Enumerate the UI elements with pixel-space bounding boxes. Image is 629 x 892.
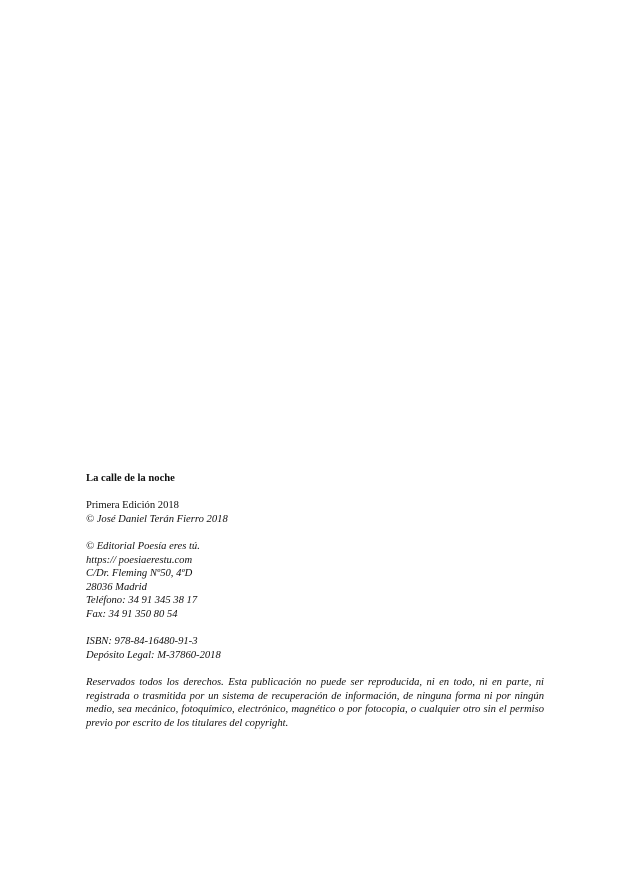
- publisher-city: 28036 Madrid: [86, 581, 147, 593]
- publisher-address: C/Dr. Fleming Nº50, 4ºD: [86, 568, 193, 580]
- isbn: ISBN: 978-84-16480-91-3: [86, 636, 198, 648]
- legal-deposit: Depósito Legal: M-37860-2018: [86, 649, 221, 661]
- spacer: [86, 622, 544, 636]
- book-title: La calle de la noche: [86, 473, 175, 484]
- publisher-phone: Teléfono: 34 91 345 38 17: [86, 595, 198, 607]
- author-copyright: © José Daniel Terán Fierro 2018: [86, 513, 228, 525]
- spacer: [86, 662, 544, 676]
- rights-notice: Reservados todos los derechos. Esta publicación no puede ser reproducida, ni en todo, ni en parte, ni registrada o trasmitida por un sistema de recuperación de información, de ninguna forma ni por ningún medio, sea mecánico, fotoquímico, electrónico, magnético o por fotocopia, o cualquier otro sin el permiso previo por escrito de los titulares del copyright.: [86, 676, 544, 729]
- publisher-fax: Fax: 34 91 350 80 54: [86, 608, 178, 620]
- publisher-name: © Editorial Poesía eres tú.: [86, 540, 200, 552]
- edition-line: Primera Edición 2018: [86, 500, 179, 512]
- spacer: [86, 486, 544, 500]
- spacer: [86, 526, 544, 540]
- publisher-url[interactable]: https:// poesiaerestu.com: [86, 554, 193, 566]
- colophon: [86, 472, 544, 730]
